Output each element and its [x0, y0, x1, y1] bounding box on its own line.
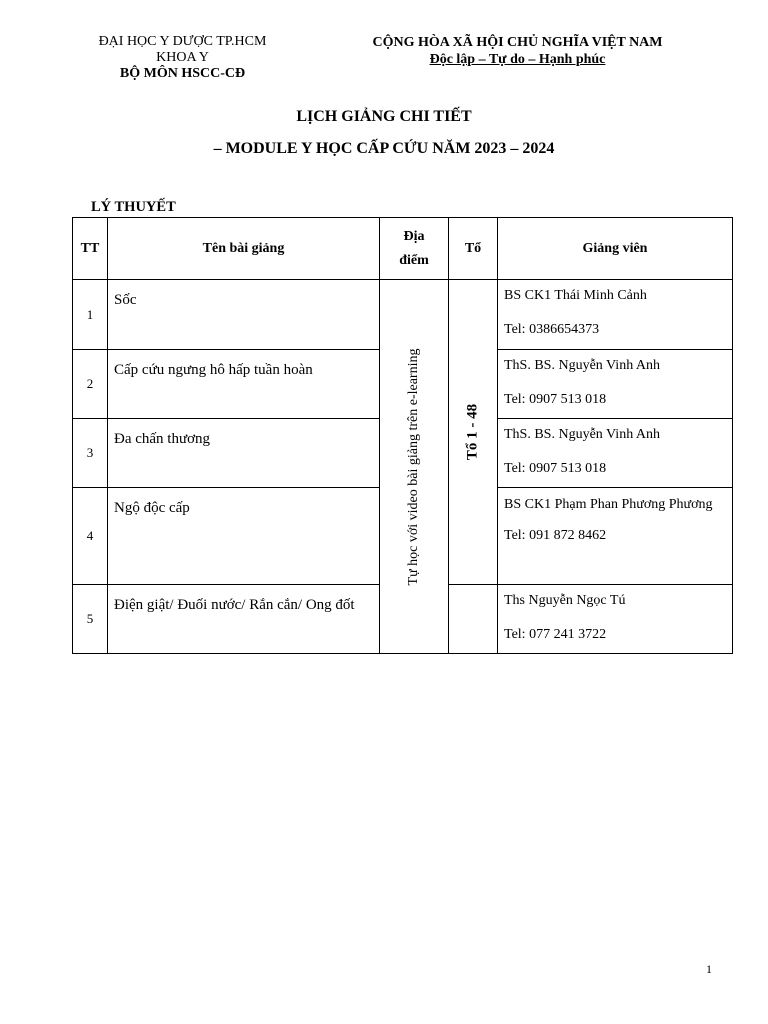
header-lecturer: Giảng viên [498, 218, 733, 280]
group-cell-empty [449, 585, 498, 654]
header-location-line2: điểm [399, 252, 429, 268]
schedule-table [72, 217, 733, 654]
lesson-name: Ngộ độc cấp [108, 488, 380, 585]
lecturer-tel: Tel: 091 872 8462 [504, 528, 607, 543]
lesson-name: Cấp cứu ngưng hô hấp tuần hoàn [108, 350, 380, 419]
header-tt: TT [73, 218, 108, 280]
lecturer-name: BS CK1 Phạm Phan Phương Phương [504, 497, 713, 512]
lecturer-tel: Tel: 0386654373 [504, 322, 600, 337]
lecturer-name: Ths Nguyễn Ngọc Tú [504, 593, 626, 608]
header-group: Tổ [449, 218, 498, 280]
document-title: LỊCH GIẢNG CHI TIẾT [296, 108, 472, 125]
lecturer-cell [498, 585, 733, 654]
row-number: 2 [73, 350, 108, 419]
lecturer-cell [498, 419, 733, 488]
header-location-line1: Địa [403, 228, 425, 244]
faculty-name: KHOA Y [156, 50, 209, 65]
header-lesson: Tên bài giảng [108, 218, 380, 280]
lecturer-cell [498, 280, 733, 350]
table-row [73, 280, 733, 350]
lesson-name: Sốc [108, 280, 380, 350]
header-right [345, 34, 690, 68]
group-text: Tổ 1 - 48 [464, 403, 481, 461]
department-name: BỘ MÔN HSCC-CĐ [119, 66, 246, 81]
location-cell [380, 280, 449, 654]
lecturer-tel: Tel: 0907 513 018 [504, 392, 607, 407]
lesson-name: Đa chấn thương [108, 419, 380, 488]
header-left [70, 34, 295, 82]
lecturer-cell [498, 488, 733, 585]
lesson-name: Điện giật/ Đuối nước/ Rắn cắn/ Ong đốt [108, 585, 380, 654]
university-name: ĐẠI HỌC Y DƯỢC TP.HCM [98, 34, 267, 49]
row-number: 5 [73, 585, 108, 654]
row-number: 4 [73, 488, 108, 585]
header-location [380, 218, 449, 280]
lecturer-cell [498, 350, 733, 419]
lecturer-name: ThS. BS. Nguyễn Vinh Anh [504, 358, 661, 373]
document-subtitle: – MODULE Y HỌC CẤP CỨU NĂM 2023 – 2024 [213, 140, 555, 157]
row-number: 1 [73, 280, 108, 350]
location-text: Tự học với video bài giảng trên e-learning [406, 348, 421, 585]
lecturer-name: BS CK1 Thái Minh Cảnh [504, 288, 647, 303]
page-number: 1 [706, 962, 712, 976]
group-cell [449, 280, 498, 585]
national-title: CỘNG HÒA XÃ HỘI CHỦ NGHĨA VIỆT NAM [372, 35, 663, 50]
table-header-row [73, 218, 733, 280]
row-number: 3 [73, 419, 108, 488]
lecturer-tel: Tel: 077 241 3722 [504, 627, 607, 642]
national-motto: Độc lập – Tự do – Hạnh phúc [429, 52, 606, 67]
section-label: LÝ THUYẾT [91, 199, 176, 215]
lecturer-name: ThS. BS. Nguyễn Vinh Anh [504, 427, 661, 442]
lecturer-tel: Tel: 0907 513 018 [504, 461, 607, 476]
